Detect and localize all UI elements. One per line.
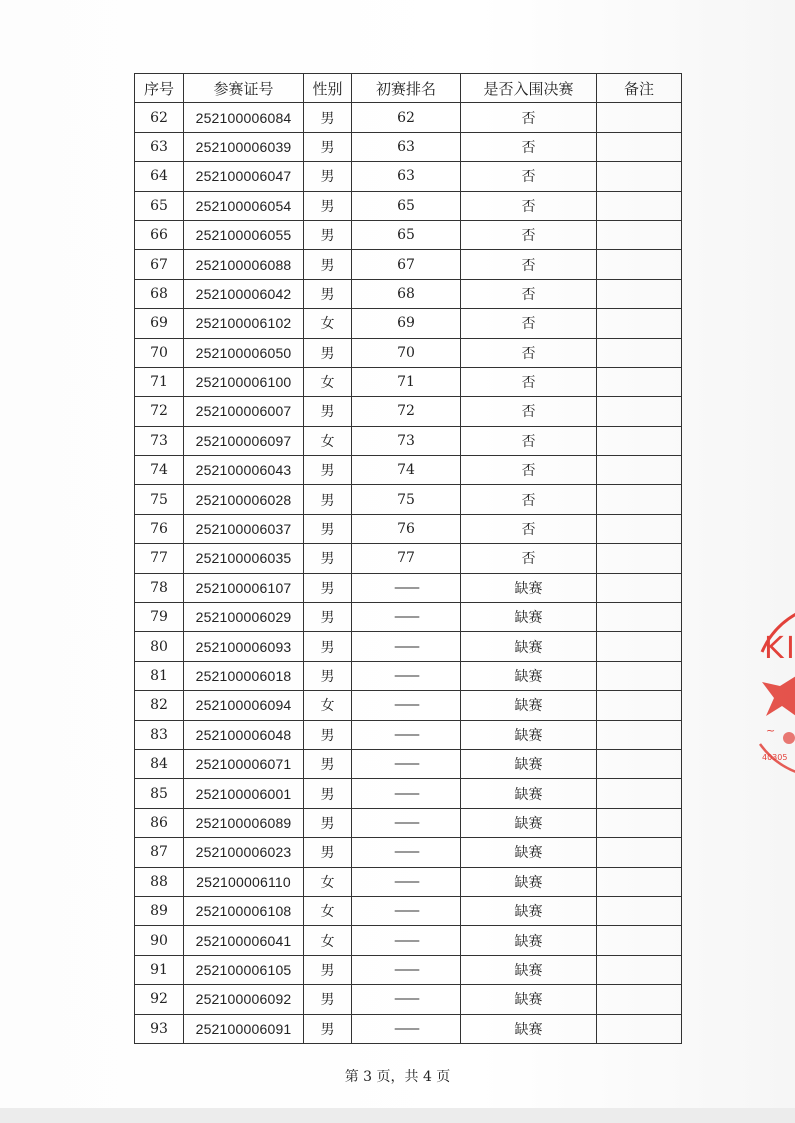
cell-finalist: 否	[461, 397, 597, 426]
cell-remarks	[597, 279, 682, 308]
cell-entry-id: 252100006043	[184, 456, 304, 485]
cell-serial: 87	[135, 838, 184, 867]
cell-prelim-rank: 77	[352, 544, 461, 573]
cell-gender: 女	[304, 926, 352, 955]
table-row	[135, 573, 682, 602]
cell-serial: 93	[135, 1014, 184, 1043]
cell-prelim-rank: ——	[352, 955, 461, 984]
cell-entry-id: 252100006039	[184, 132, 304, 161]
table-row	[135, 661, 682, 690]
cell-serial: 77	[135, 544, 184, 573]
header-entry-id: 参赛证号	[184, 74, 304, 103]
cell-entry-id: 252100006094	[184, 691, 304, 720]
cell-remarks	[597, 456, 682, 485]
cell-finalist: 缺赛	[461, 779, 597, 808]
table-row	[135, 397, 682, 426]
cell-gender: 男	[304, 985, 352, 1014]
table-row	[135, 220, 682, 249]
table-row	[135, 103, 682, 132]
page-edge	[0, 1108, 795, 1123]
cell-remarks	[597, 955, 682, 984]
cell-entry-id: 252100006107	[184, 573, 304, 602]
cell-gender: 女	[304, 309, 352, 338]
cell-gender: 男	[304, 456, 352, 485]
table-row	[135, 338, 682, 367]
cell-gender: 男	[304, 103, 352, 132]
table-row	[135, 544, 682, 573]
cell-remarks	[597, 426, 682, 455]
cell-entry-id: 252100006001	[184, 779, 304, 808]
cell-entry-id: 252100006018	[184, 661, 304, 690]
table-row	[135, 250, 682, 279]
cell-entry-id: 252100006055	[184, 220, 304, 249]
cell-finalist: 缺赛	[461, 896, 597, 925]
cell-gender: 男	[304, 485, 352, 514]
cell-serial: 88	[135, 867, 184, 896]
cell-serial: 66	[135, 220, 184, 249]
cell-gender: 女	[304, 896, 352, 925]
cell-finalist: 否	[461, 544, 597, 573]
cell-serial: 67	[135, 250, 184, 279]
cell-entry-id: 252100006037	[184, 514, 304, 543]
cell-prelim-rank: 63	[352, 132, 461, 161]
cell-gender: 男	[304, 808, 352, 837]
table-row	[135, 749, 682, 778]
table-row	[135, 867, 682, 896]
table-row	[135, 514, 682, 543]
cell-finalist: 否	[461, 338, 597, 367]
cell-prelim-rank: ——	[352, 720, 461, 749]
header-remarks: 备注	[597, 74, 682, 103]
cell-remarks	[597, 573, 682, 602]
cell-entry-id: 252100006054	[184, 191, 304, 220]
cell-gender: 男	[304, 132, 352, 161]
cell-remarks	[597, 691, 682, 720]
cell-entry-id: 252100006048	[184, 720, 304, 749]
cell-gender: 男	[304, 955, 352, 984]
cell-serial: 76	[135, 514, 184, 543]
cell-remarks	[597, 397, 682, 426]
cell-entry-id: 252100006089	[184, 808, 304, 837]
cell-gender: 男	[304, 573, 352, 602]
cell-gender: 男	[304, 632, 352, 661]
cell-finalist: 否	[461, 367, 597, 396]
cell-finalist: 否	[461, 250, 597, 279]
cell-finalist: 缺赛	[461, 661, 597, 690]
results-table	[134, 73, 682, 1044]
cell-gender: 女	[304, 426, 352, 455]
cell-serial: 80	[135, 632, 184, 661]
table-header-row	[135, 74, 682, 103]
cell-finalist: 否	[461, 220, 597, 249]
cell-prelim-rank: ——	[352, 573, 461, 602]
cell-finalist: 缺赛	[461, 691, 597, 720]
cell-entry-id: 252100006102	[184, 309, 304, 338]
cell-finalist: 否	[461, 514, 597, 543]
cell-finalist: 缺赛	[461, 1014, 597, 1043]
cell-entry-id: 252100006084	[184, 103, 304, 132]
cell-serial: 72	[135, 397, 184, 426]
cell-serial: 78	[135, 573, 184, 602]
cell-prelim-rank: ——	[352, 603, 461, 632]
cell-finalist: 缺赛	[461, 603, 597, 632]
cell-prelim-rank: ——	[352, 838, 461, 867]
cell-entry-id: 252100006071	[184, 749, 304, 778]
header-gender: 性别	[304, 74, 352, 103]
cell-entry-id: 252100006091	[184, 1014, 304, 1043]
cell-finalist: 否	[461, 309, 597, 338]
cell-remarks	[597, 867, 682, 896]
table-row	[135, 808, 682, 837]
cell-finalist: 否	[461, 132, 597, 161]
table-row	[135, 603, 682, 632]
cell-prelim-rank: 69	[352, 309, 461, 338]
cell-finalist: 否	[461, 485, 597, 514]
cell-prelim-rank: ——	[352, 985, 461, 1014]
table-row	[135, 485, 682, 514]
cell-prelim-rank: 73	[352, 426, 461, 455]
cell-entry-id: 252100006042	[184, 279, 304, 308]
cell-serial: 84	[135, 749, 184, 778]
cell-remarks	[597, 926, 682, 955]
cell-gender: 男	[304, 603, 352, 632]
cell-prelim-rank: ——	[352, 632, 461, 661]
cell-entry-id: 252100006093	[184, 632, 304, 661]
cell-prelim-rank: 71	[352, 367, 461, 396]
cell-serial: 92	[135, 985, 184, 1014]
cell-prelim-rank: 65	[352, 191, 461, 220]
table-row	[135, 632, 682, 661]
cell-serial: 90	[135, 926, 184, 955]
table-row	[135, 456, 682, 485]
cell-entry-id: 252100006108	[184, 896, 304, 925]
cell-remarks	[597, 103, 682, 132]
cell-gender: 男	[304, 779, 352, 808]
cell-serial: 73	[135, 426, 184, 455]
cell-prelim-rank: 67	[352, 250, 461, 279]
table-row	[135, 955, 682, 984]
red-seal-stamp	[756, 612, 795, 782]
cell-entry-id: 252100006092	[184, 985, 304, 1014]
svg-text:40305: 40305	[762, 753, 788, 762]
cell-remarks	[597, 985, 682, 1014]
cell-finalist: 否	[461, 162, 597, 191]
cell-gender: 男	[304, 514, 352, 543]
header-prelim-rank: 初赛排名	[352, 74, 461, 103]
cell-remarks	[597, 191, 682, 220]
table-row	[135, 279, 682, 308]
table-row	[135, 779, 682, 808]
table-row	[135, 691, 682, 720]
cell-prelim-rank: ——	[352, 691, 461, 720]
svg-text:~: ~	[766, 724, 776, 737]
cell-prelim-rank: 76	[352, 514, 461, 543]
cell-serial: 86	[135, 808, 184, 837]
cell-finalist: 否	[461, 103, 597, 132]
cell-serial: 85	[135, 779, 184, 808]
cell-entry-id: 252100006029	[184, 603, 304, 632]
cell-serial: 64	[135, 162, 184, 191]
cell-finalist: 缺赛	[461, 985, 597, 1014]
cell-finalist: 缺赛	[461, 867, 597, 896]
cell-finalist: 否	[461, 279, 597, 308]
cell-gender: 男	[304, 397, 352, 426]
cell-remarks	[597, 749, 682, 778]
cell-serial: 65	[135, 191, 184, 220]
cell-serial: 82	[135, 691, 184, 720]
cell-serial: 74	[135, 456, 184, 485]
cell-gender: 男	[304, 749, 352, 778]
cell-entry-id: 252100006028	[184, 485, 304, 514]
cell-gender: 男	[304, 1014, 352, 1043]
header-serial: 序号	[135, 74, 184, 103]
cell-prelim-rank: ——	[352, 749, 461, 778]
cell-serial: 69	[135, 309, 184, 338]
cell-finalist: 缺赛	[461, 749, 597, 778]
table-row	[135, 896, 682, 925]
cell-remarks	[597, 779, 682, 808]
cell-finalist: 缺赛	[461, 632, 597, 661]
cell-gender: 男	[304, 720, 352, 749]
cell-remarks	[597, 132, 682, 161]
cell-serial: 83	[135, 720, 184, 749]
cell-remarks	[597, 720, 682, 749]
cell-entry-id: 252100006007	[184, 397, 304, 426]
cell-finalist: 缺赛	[461, 838, 597, 867]
cell-finalist: 否	[461, 426, 597, 455]
cell-entry-id: 252100006097	[184, 426, 304, 455]
table-row	[135, 985, 682, 1014]
cell-serial: 79	[135, 603, 184, 632]
cell-serial: 63	[135, 132, 184, 161]
cell-gender: 男	[304, 162, 352, 191]
table-row	[135, 838, 682, 867]
cell-serial: 89	[135, 896, 184, 925]
cell-prelim-rank: 68	[352, 279, 461, 308]
table-row	[135, 132, 682, 161]
cell-remarks	[597, 514, 682, 543]
cell-gender: 男	[304, 544, 352, 573]
cell-remarks	[597, 808, 682, 837]
page-footer: 第 3 页，共 4 页	[344, 1069, 451, 1085]
table-row	[135, 426, 682, 455]
cell-prelim-rank: 63	[352, 162, 461, 191]
cell-prelim-rank: ——	[352, 808, 461, 837]
cell-prelim-rank: ——	[352, 661, 461, 690]
table-row	[135, 162, 682, 191]
cell-prelim-rank: ——	[352, 867, 461, 896]
cell-remarks	[597, 220, 682, 249]
cell-gender: 女	[304, 691, 352, 720]
cell-remarks	[597, 838, 682, 867]
cell-finalist: 否	[461, 191, 597, 220]
cell-entry-id: 252100006105	[184, 955, 304, 984]
cell-remarks	[597, 367, 682, 396]
table-row	[135, 926, 682, 955]
cell-entry-id: 252100006050	[184, 338, 304, 367]
table-row	[135, 191, 682, 220]
cell-remarks	[597, 544, 682, 573]
table-row	[135, 720, 682, 749]
cell-entry-id: 252100006088	[184, 250, 304, 279]
cell-serial: 81	[135, 661, 184, 690]
cell-remarks	[597, 632, 682, 661]
cell-finalist: 缺赛	[461, 573, 597, 602]
cell-entry-id: 252100006110	[184, 867, 304, 896]
cell-prelim-rank: 72	[352, 397, 461, 426]
cell-entry-id: 252100006035	[184, 544, 304, 573]
svg-text:K: K	[764, 631, 784, 666]
cell-prelim-rank: 74	[352, 456, 461, 485]
svg-text:I: I	[786, 631, 795, 666]
cell-serial: 71	[135, 367, 184, 396]
cell-entry-id: 252100006100	[184, 367, 304, 396]
cell-remarks	[597, 309, 682, 338]
cell-prelim-rank: 70	[352, 338, 461, 367]
cell-remarks	[597, 162, 682, 191]
cell-entry-id: 252100006047	[184, 162, 304, 191]
cell-remarks	[597, 1014, 682, 1043]
cell-prelim-rank: 62	[352, 103, 461, 132]
cell-gender: 男	[304, 220, 352, 249]
cell-prelim-rank: 65	[352, 220, 461, 249]
table-body	[135, 103, 682, 1044]
cell-gender: 男	[304, 279, 352, 308]
cell-prelim-rank: ——	[352, 896, 461, 925]
cell-gender: 男	[304, 338, 352, 367]
cell-serial: 75	[135, 485, 184, 514]
cell-gender: 女	[304, 867, 352, 896]
cell-finalist: 缺赛	[461, 808, 597, 837]
header-finalist: 是否入围决赛	[461, 74, 597, 103]
cell-serial: 70	[135, 338, 184, 367]
cell-finalist: 缺赛	[461, 926, 597, 955]
table-row	[135, 309, 682, 338]
cell-prelim-rank: 75	[352, 485, 461, 514]
cell-serial: 68	[135, 279, 184, 308]
cell-prelim-rank: ——	[352, 1014, 461, 1043]
cell-finalist: 否	[461, 456, 597, 485]
cell-entry-id: 252100006023	[184, 838, 304, 867]
cell-serial: 91	[135, 955, 184, 984]
cell-finalist: 缺赛	[461, 720, 597, 749]
cell-gender: 男	[304, 250, 352, 279]
cell-entry-id: 252100006041	[184, 926, 304, 955]
cell-gender: 女	[304, 367, 352, 396]
cell-gender: 男	[304, 191, 352, 220]
cell-gender: 男	[304, 661, 352, 690]
table-row	[135, 367, 682, 396]
cell-remarks	[597, 603, 682, 632]
cell-remarks	[597, 896, 682, 925]
cell-serial: 62	[135, 103, 184, 132]
cell-finalist: 缺赛	[461, 955, 597, 984]
cell-remarks	[597, 661, 682, 690]
cell-prelim-rank: ——	[352, 926, 461, 955]
cell-gender: 男	[304, 838, 352, 867]
cell-prelim-rank: ——	[352, 779, 461, 808]
cell-remarks	[597, 338, 682, 367]
cell-remarks	[597, 250, 682, 279]
cell-remarks	[597, 485, 682, 514]
table-row	[135, 1014, 682, 1043]
